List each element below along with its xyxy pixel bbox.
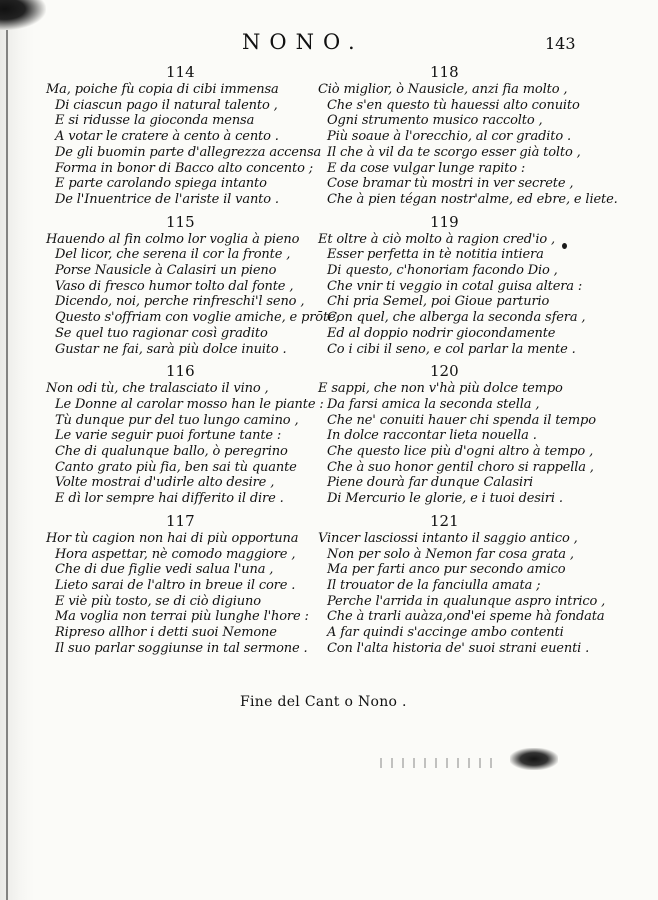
verse-line: Che à trarli auàza,ond'ei speme hà fondata	[327, 609, 605, 625]
verse-line: Se quel tuo ragionar così gradito	[55, 325, 268, 341]
verse-line: Il che à vil da te scorgo esser già tolto ,	[327, 144, 581, 160]
verse-line: Che à pien tégan nostr'alme, ed ebre, e liete.	[327, 191, 618, 207]
verse-line: Non per solo à Nemon far cosa grata ,	[327, 546, 574, 562]
verse-line: Di ciascun pago il natural talento ,	[55, 97, 278, 113]
verse-line: Esser perfetta in tè notitia intiera	[327, 247, 544, 263]
verse-line: Gustar ne fai, sarà più dolce inuito .	[55, 341, 287, 357]
stanza-number: 116	[166, 362, 195, 381]
verse-line: Chi pria Semel, poi Gioue parturio	[327, 294, 550, 310]
stanza	[46, 511, 346, 657]
verse-line: Perche l'arrida in qualunque aspro intrico ,	[327, 593, 606, 609]
stanza-number: 114	[166, 63, 195, 81]
verse-line: Che ne' conuiti hauer chi spenda il tempo	[327, 412, 596, 428]
verse-line: Cose bramar tù mostri in ver secrete ,	[327, 176, 574, 192]
verse-line: Forma in bonor di Bacco alto concento ;	[55, 160, 313, 176]
verse-line: Vaso di fresco humor tolto dal fonte ,	[55, 278, 294, 294]
verse-line: E sappi, che non v'hà più dolce tempo	[318, 381, 563, 397]
ink-specks	[380, 758, 500, 768]
verse-line: De gli buomin parte d'allegrezza accensa	[55, 144, 322, 160]
verse-line: Più soaue à l'orecchio, al cor gradito .	[327, 129, 571, 145]
stanza-number: 115	[166, 212, 195, 231]
verse-line: Il trouator de la fanciulla amata ;	[327, 577, 541, 593]
stanza	[318, 212, 618, 358]
stanza-number: 119	[430, 212, 459, 231]
verse-line: E viè più tosto, se di ciò digiuno	[55, 593, 261, 609]
verse-line: Ed al doppio nodrir giocondamente	[327, 325, 556, 341]
ink-dot	[562, 243, 567, 249]
verse-line: Ma, poiche fù copia di cibi immensa	[46, 82, 279, 97]
verse-line: Ciò miglior, ò Nausicle, anzi fia molto ,	[318, 82, 568, 97]
verse-line: Ogni strumento musico raccolto ,	[327, 113, 543, 129]
verse-line: Lieto sarai de l'altro in breue il core .	[55, 577, 296, 593]
verse-line: E si ridusse la gioconda mensa	[55, 113, 255, 129]
left-column	[46, 62, 346, 661]
verse-line: Che vnir ti veggio in cotal guisa altera :	[327, 278, 583, 294]
stanza	[318, 361, 618, 507]
ink-blot	[510, 748, 558, 770]
verse-line: A far quindi s'accinge ambo contenti	[327, 625, 564, 641]
verse-line: E da cose vulgar lunge rapito :	[327, 160, 526, 176]
verse-line: Piene dourà far dunque Calasiri	[327, 475, 534, 491]
verse-line: Che à suo honor gentil choro si rappella ,	[327, 459, 594, 475]
verse-line: In dolce raccontar lieta nouella .	[327, 428, 537, 444]
verse-line: Ripreso allhor i detti suoi Nemone	[55, 625, 277, 641]
verse-line: Del licor, che serena il cor la fronte ,	[55, 247, 291, 263]
verse-line: E dì lor sempre hai differito il dire .	[55, 491, 284, 507]
stanza	[46, 62, 346, 208]
verse-line: Con l'alta historia de' suoi strani euenti .	[327, 640, 590, 656]
stanza-number: 117	[166, 511, 195, 530]
verse-line: Volte mostrai d'udirle alto desire ,	[55, 475, 275, 491]
verse-line: A votar le cratere à cento à cento .	[55, 129, 279, 145]
verse-line: Porse Nausicle à Calasiri un pieno	[55, 263, 277, 279]
corner-ink-stain	[0, 0, 46, 30]
stanza	[46, 361, 346, 507]
stanza-number: 120	[430, 362, 459, 381]
verse-line: Tù dunque pur del tuo lungo camino ,	[55, 412, 299, 428]
verse-line: Da farsi amica la seconda stella ,	[327, 396, 540, 412]
stanza-number: 118	[430, 63, 459, 81]
verse-line: Che di due figlie vedi salua l'una ,	[55, 562, 274, 578]
binding-shadow-line	[6, 30, 8, 900]
verse-line: Che di qualunque ballo, ò peregrino	[55, 444, 288, 460]
verse-line: Questo s'offriam con voglie amiche, e prōte;	[55, 310, 340, 326]
verse-line: Hora aspettar, nè comodo maggiore ,	[55, 546, 296, 562]
stanza	[318, 511, 618, 657]
verse-line: Et oltre à ciò molto à ragion cred'io ,	[318, 231, 556, 247]
verse-line: Non odi tù, che tralasciato il vino ,	[46, 381, 269, 397]
verse-line: Che questo lice più d'ogni altro à tempo ,	[327, 444, 594, 460]
verse-line: Le varie seguir puoi fortune tante :	[55, 428, 282, 444]
verse-line: De l'Inuentrice de l'ariste il vanto .	[55, 191, 279, 207]
verse-line: Ma voglia non terrai più lunghe l'hore :	[55, 609, 309, 625]
canto-explicit: Fine del Cant o Nono .	[240, 694, 407, 710]
verse-line: Di Mercurio le glorie, e i tuoi desiri .	[327, 491, 563, 507]
verse-line: Con quel, che alberga la seconda sfera ,	[327, 310, 586, 326]
stanza	[46, 212, 346, 358]
right-column	[318, 62, 618, 661]
verse-line: Dicendo, noi, perche rinfreschi'l seno ,	[55, 294, 305, 310]
verse-line: Di questo, c'honoriam facondo Dio ,	[327, 263, 558, 279]
stanza-number: 121	[430, 511, 459, 530]
verse-line: Hauendo al fin colmo lor voglia à pieno	[46, 231, 300, 247]
page-number: 143	[545, 34, 576, 53]
running-head: NONO.	[242, 30, 364, 54]
verse-line: Il suo parlar soggiunse in tal sermone .	[55, 640, 308, 656]
verse-line: Ma per farti anco pur secondo amico	[327, 562, 566, 578]
verse-line: Hor tù cagion non hai di più opportuna	[46, 530, 299, 546]
verse-line: Le Donne al carolar mosso han le piante :	[55, 396, 324, 412]
stanza	[318, 62, 618, 208]
verse-line: E parte carolando spiega intanto	[55, 176, 267, 192]
verse-line: Vincer lasciossi intanto il saggio antico ,	[318, 530, 578, 546]
verse-line: Canto grato più fia, ben sai tù quante	[55, 459, 297, 475]
verse-line: Che s'en questo tù hauessi alto conuito	[327, 97, 580, 113]
verse-line: Co i cibi il seno, e col parlar la mente .	[327, 341, 576, 357]
